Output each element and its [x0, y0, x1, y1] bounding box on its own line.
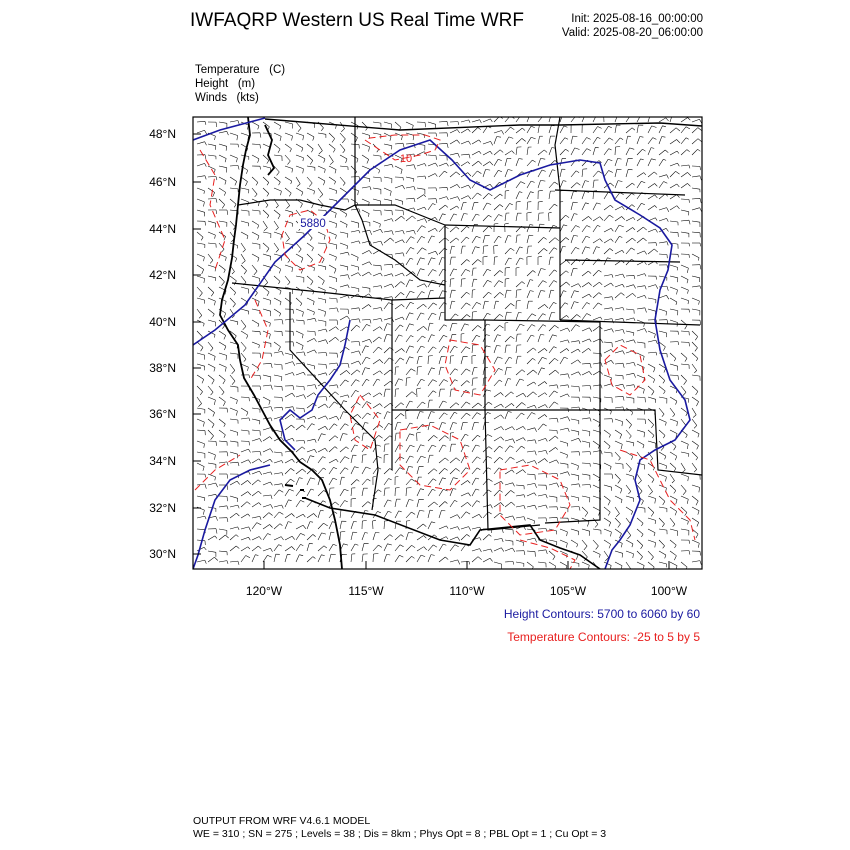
- lat-tick-label: 40°N: [149, 315, 176, 329]
- variable-temperature-label: Temperature (C): [195, 64, 286, 76]
- variable-winds-label: Winds (kts): [195, 92, 259, 104]
- lon-tick-label: 115°W: [348, 584, 384, 598]
- lat-tick-label: 32°N: [149, 501, 176, 515]
- lat-tick-label: 48°N: [149, 127, 176, 141]
- wind-barb-flag: [618, 115, 622, 116]
- lon-tick-label: 110°W: [449, 584, 485, 598]
- model-footer-line2: WE = 310 ; SN = 275 ; Levels = 38 ; Dis = 8km ; Phys Opt = 8 ; PBL Opt = 1 ; Cu Opt = 3: [193, 828, 607, 840]
- init-time: Init: 2025-08-16_00:00:00: [571, 13, 703, 25]
- wind-barb-flag: [597, 115, 601, 116]
- temperature-contour-legend: Temperature Contours: -25 to 5 by 5: [507, 630, 700, 644]
- wind-barb-flag: [641, 115, 646, 117]
- wind-barb-flag: [530, 115, 533, 116]
- lon-tick-label: 105°W: [549, 584, 587, 598]
- wind-barb-flag: [585, 115, 590, 116]
- wind-barb-flag: [563, 115, 566, 116]
- lon-tick-label: 100°W: [650, 584, 688, 598]
- variable-height-label: Height (m): [195, 78, 256, 90]
- height-contour-legend: Height Contours: 5700 to 6060 by 60: [503, 607, 700, 621]
- map-title: IWFAQRP Western US Real Time WRF: [190, 10, 524, 31]
- lat-tick-label: 46°N: [149, 175, 176, 189]
- lat-tick-label: 30°N: [149, 547, 176, 561]
- lon-tick-label: 120°W: [245, 584, 283, 598]
- lat-tick-label: 34°N: [149, 454, 176, 468]
- wind-barb-flag: [650, 114, 654, 115]
- wind-barb-flag: [672, 114, 676, 115]
- temperature-contour-label: 10: [399, 153, 413, 165]
- lat-tick-label: 42°N: [149, 268, 176, 282]
- lat-tick-label: 44°N: [149, 222, 176, 236]
- valid-time: Valid: 2025-08-20_06:00:00: [561, 27, 703, 39]
- wind-barb-flag: [604, 113, 608, 114]
- lat-tick-label: 36°N: [149, 407, 176, 421]
- lat-tick-label: 38°N: [149, 361, 176, 375]
- height-contour-label: 5880: [300, 218, 326, 230]
- model-footer-line1: OUTPUT FROM WRF V4.6.1 MODEL: [193, 815, 371, 827]
